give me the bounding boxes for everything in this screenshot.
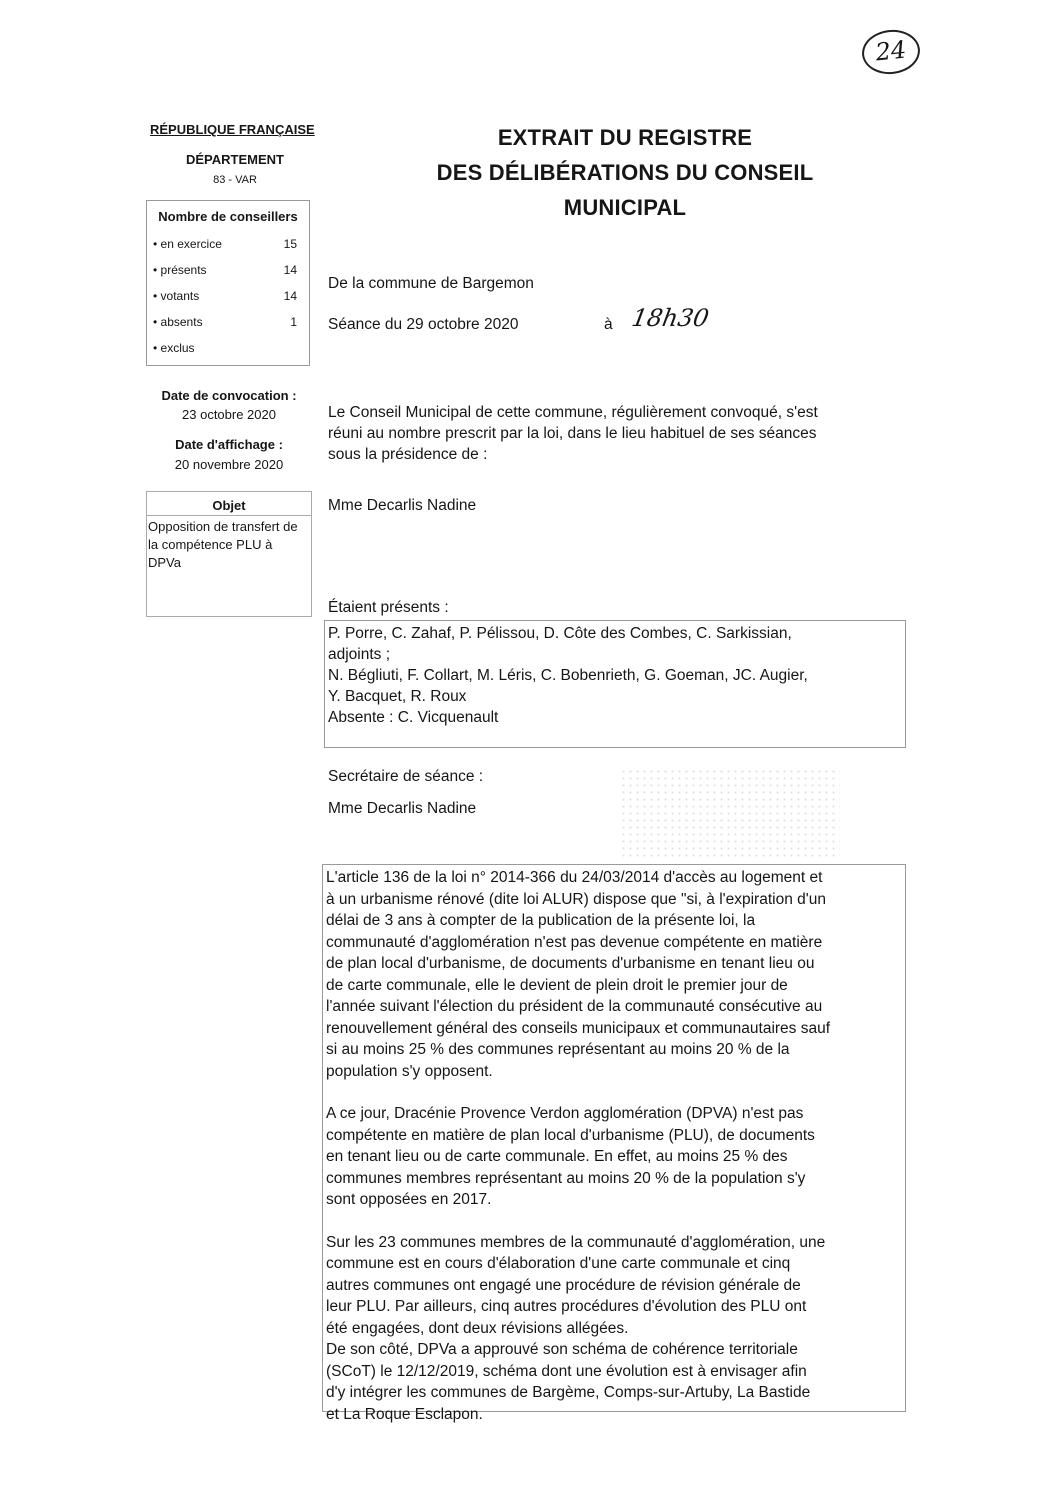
objet-line: la compétence PLU à <box>148 537 273 552</box>
title-line: DES DÉLIBÉRATIONS DU CONSEIL <box>436 160 814 185</box>
title-line: EXTRAIT DU REGISTRE <box>497 125 753 150</box>
paragraph-line: réuni au nombre prescrit par la loi, dans le lieu habituel de ses séances <box>328 425 817 442</box>
row-label: • présents <box>153 263 207 277</box>
article-line: et La Roque Esclapon. <box>326 1405 483 1423</box>
document-title <box>380 120 870 225</box>
convocation-paragraph <box>328 402 908 465</box>
paragraph-line: sous la présidence de : <box>328 446 488 463</box>
objet-line: Opposition de transfert de <box>148 519 298 534</box>
affichage-date-value: 20 novembre 2020 <box>174 457 284 472</box>
conseillers-row-exclus <box>153 341 305 359</box>
objet-line: DPVa <box>148 555 181 570</box>
objet-box <box>146 491 312 617</box>
objet-text <box>148 518 310 572</box>
faded-stamp-texture <box>620 768 840 858</box>
presents-line: Y. Bacquet, R. Roux <box>328 688 467 705</box>
secretaire-label: Secrétaire de séance : <box>328 768 484 785</box>
article-line: l'année suivant l'élection du président de la communauté consécutive au <box>326 998 823 1015</box>
secretaire-name: Mme Decarlis Nadine <box>328 800 477 817</box>
article-paragraph-3 <box>326 1232 902 1426</box>
presents-line: N. Bégliuti, F. Collart, M. Léris, C. Bobenrieth, G. Goeman, JC. Augier, <box>328 667 808 684</box>
article-line: autres communes ont engagé une procédure de révision générale de <box>326 1276 801 1294</box>
conseillers-count-box <box>146 200 310 366</box>
departement-code: 83 - VAR <box>213 174 257 186</box>
article-line: commune est en cours d'élaboration d'une carte communale et cinq <box>326 1255 791 1272</box>
conseillers-row-presents <box>153 263 305 281</box>
row-value: 15 <box>283 237 297 251</box>
row-label: • exclus <box>153 341 195 355</box>
article-line: renouvellement général des conseils municipaux et communautaires sauf <box>326 1019 831 1037</box>
presents-line: P. Porre, C. Zahaf, P. Pélissou, D. Côte des Combes, C. Sarkissian, <box>328 625 792 642</box>
article-line: A ce jour, Dracénie Provence Verdon agglomération (DPVA) n'est pas <box>326 1105 804 1122</box>
conseillers-title: Nombre de conseillers <box>158 209 298 224</box>
presents-label: Étaient présents : <box>328 599 449 616</box>
article-line: de carte communale, elle le devient de plein droit le premier jour de <box>326 976 788 994</box>
row-label: • en exercice <box>153 237 222 251</box>
convocation-date-value: 23 octobre 2020 <box>182 407 276 422</box>
row-value: 14 <box>283 289 297 303</box>
row-label: • absents <box>153 315 203 329</box>
seance-hour-handwritten: 18h30 <box>629 304 712 332</box>
presents-line: Absente : C. Vicquenault <box>328 709 499 726</box>
commune-line: De la commune de Bargemon <box>328 275 534 292</box>
republique-francaise-label: RÉPUBLIQUE FRANÇAISE <box>150 122 315 137</box>
seance-a: à <box>604 316 613 333</box>
presidente-name: Mme Decarlis Nadine <box>328 497 477 514</box>
article-line: si au moins 25 % des communes représentant au moins 20 % de la <box>326 1041 790 1058</box>
conseillers-row-absents <box>153 315 305 333</box>
article-line: à un urbanisme rénové (dite loi ALUR) dispose que "si, à l'expiration d'un <box>326 890 826 908</box>
article-line: L'article 136 de la loi n° 2014-366 du 24/03/2014 d'accès au logement et <box>326 869 823 886</box>
article-line: de plan local d'urbanisme, de documents d'urbanisme en tenant lieu ou <box>326 955 815 972</box>
conseillers-row-exercice <box>153 237 305 255</box>
article-line: en tenant lieu ou de carte communale. En effet, au moins 25 % des <box>326 1148 788 1165</box>
row-value: 1 <box>290 315 297 329</box>
article-line: (SCoT) le 12/12/2019, schéma dont une évolution est à envisager afin <box>326 1362 807 1380</box>
objet-title: Objet <box>212 498 246 513</box>
article-line: Sur les 23 communes membres de la communauté d'agglomération, une <box>326 1233 826 1251</box>
article-line: communauté d'agglomération n'est pas devenue compétente en matière <box>326 933 823 951</box>
article-line: leur PLU. Par ailleurs, cinq autres procédures d'évolution des PLU ont <box>326 1298 807 1315</box>
departement-label: DÉPARTEMENT <box>186 152 284 167</box>
row-value: 14 <box>283 263 297 277</box>
article-line: De son côté, DPVa a approuvé son schéma de cohérence territoriale <box>326 1341 798 1358</box>
article-paragraph-2 <box>326 1103 902 1211</box>
article-line: sont opposées en 2017. <box>326 1191 492 1208</box>
article-line: d'y intégrer les communes de Bargème, Comps-sur-Artuby, La Bastide <box>326 1384 811 1401</box>
presents-line: adjoints ; <box>328 646 391 663</box>
article-line: été engagées, dont deux révisions allégées. <box>326 1319 629 1337</box>
article-line: délai de 3 ans à compter de la publication de la présente loi, la <box>326 912 756 929</box>
article-line: compétente en matière de plan local d'urbanisme (PLU), de documents <box>326 1126 815 1144</box>
seance-date: Séance du 29 octobre 2020 <box>328 316 519 333</box>
presents-box <box>324 620 906 748</box>
article-box <box>322 864 906 1423</box>
article-line: communes membres représentant au moins 20 % de la population s'y <box>326 1169 806 1187</box>
affichage-date-label: Date d'affichage : <box>175 437 283 452</box>
article-line: population s'y opposent. <box>326 1062 493 1080</box>
article-paragraph-1 <box>326 867 902 1082</box>
page-number-stamp: 24 <box>860 27 922 77</box>
row-label: • votants <box>153 289 200 303</box>
title-line: MUNICIPAL <box>563 195 687 220</box>
paragraph-line: Le Conseil Municipal de cette commune, régulièrement convoqué, s'est <box>328 404 818 421</box>
convocation-date-label: Date de convocation : <box>161 388 297 403</box>
objet-divider <box>147 515 311 516</box>
conseillers-row-votants <box>153 289 305 307</box>
